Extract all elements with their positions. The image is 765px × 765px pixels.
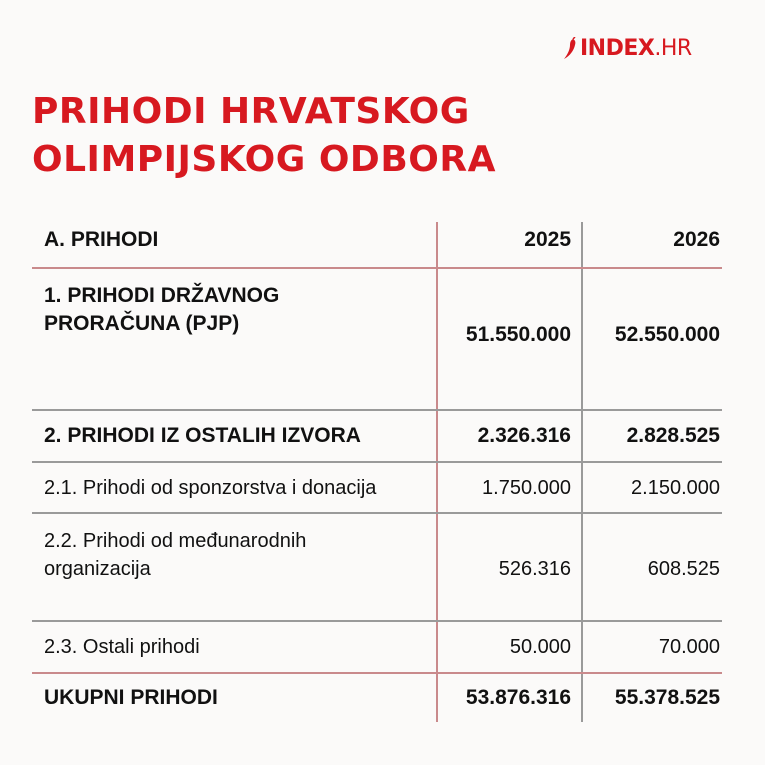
row-divider: [32, 620, 722, 622]
row-label: 1. PRIHODI DRŽAVNOG: [44, 284, 280, 307]
row-label: 2.1. Prihodi od sponzorstva i donacija: [44, 477, 377, 499]
row-label: 2.2. Prihodi od međunarodnih: [44, 530, 307, 552]
row-value-2026: 52.550.000: [614, 323, 720, 346]
header-label: A. PRIHODI: [44, 228, 159, 251]
header-2025: 2025: [524, 228, 571, 251]
row-value-2026: 2.150.000: [631, 477, 720, 499]
column-divider-2026: [581, 222, 583, 722]
row-value-2026: 608.525: [647, 558, 720, 580]
row-value-2025: 1.750.000: [482, 477, 571, 499]
header-divider: [32, 267, 722, 269]
row-label-cont: organizacija: [44, 558, 151, 580]
logo-brand: INDEX: [580, 36, 655, 61]
row-value-2025: 526.316: [498, 558, 571, 580]
title-line-2: OLIMPIJSKOG ODBORA: [32, 139, 496, 180]
chili-pepper-icon: [562, 37, 578, 61]
index-hr-logo[interactable]: [562, 36, 692, 61]
title-line-1: PRIHODI HRVATSKOG: [32, 91, 470, 132]
total-label: UKUPNI PRIHODI: [44, 686, 218, 709]
row-divider: [32, 512, 722, 514]
row-label: 2.3. Ostali prihodi: [44, 636, 200, 658]
row-value-2026: 70.000: [658, 636, 720, 658]
header-2026: 2026: [673, 228, 720, 251]
row-divider: [32, 409, 722, 411]
total-value-2025: 53.876.316: [465, 686, 571, 709]
logo-tld: .HR: [654, 36, 692, 61]
total-value-2026: 55.378.525: [614, 686, 720, 709]
row-divider: [32, 461, 722, 463]
row-value-2026: 2.828.525: [626, 424, 720, 447]
row-value-2025: 2.326.316: [477, 424, 571, 447]
row-value-2025: 51.550.000: [465, 323, 571, 346]
column-divider-2025: [436, 222, 438, 722]
row-label-cont: PRORAČUNA (PJP): [44, 312, 240, 335]
total-divider: [32, 672, 722, 674]
page-title: [32, 88, 496, 184]
row-label: 2. PRIHODI IZ OSTALIH IZVORA: [44, 424, 361, 447]
row-value-2025: 50.000: [509, 636, 571, 658]
